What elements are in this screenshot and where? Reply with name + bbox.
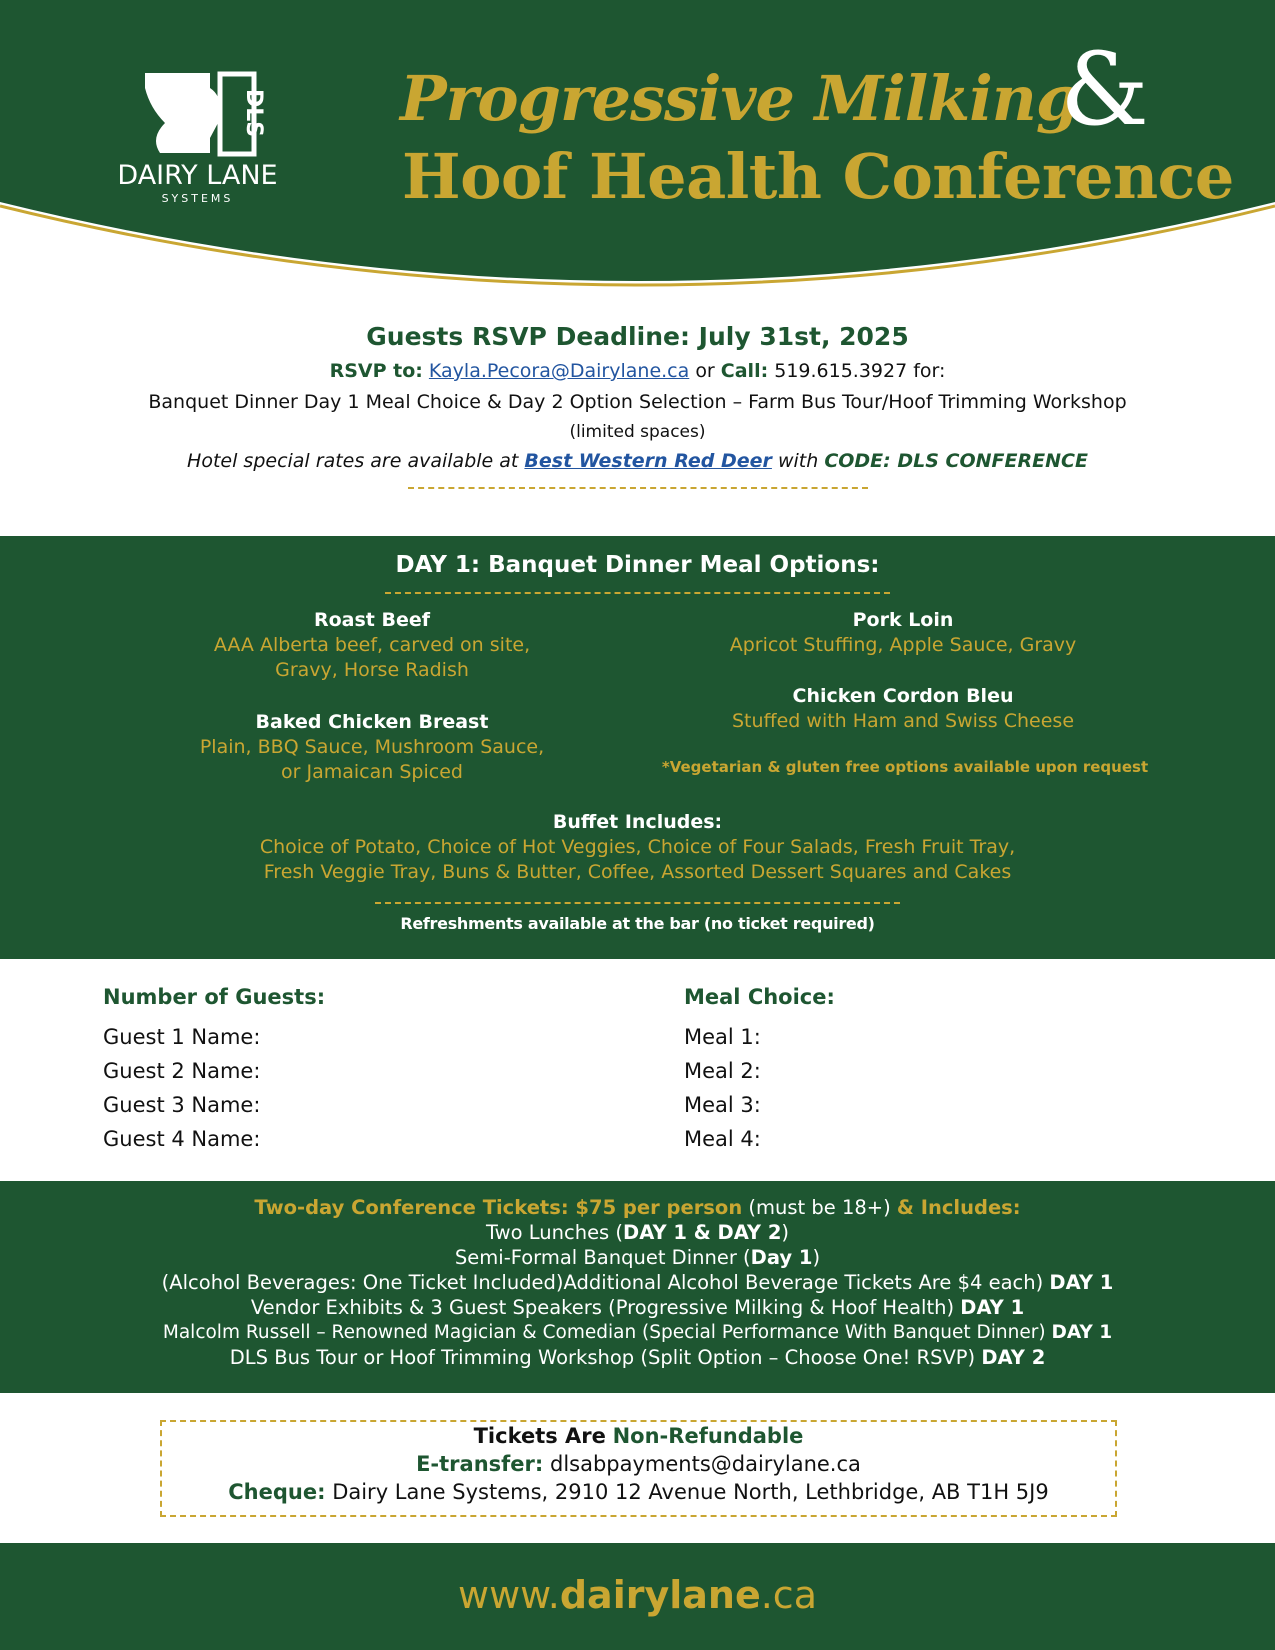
guest-name-field[interactable]: Guest 3 Name:: [103, 1093, 261, 1117]
meal-desc: AAA Alberta beef, carved on site,: [213, 634, 531, 656]
tickets-headline: [0, 1195, 1275, 1220]
ticket-item-day: DAY 1 & DAY 2: [623, 1221, 782, 1244]
guests-heading: Number of Guests:: [103, 985, 326, 1009]
ticket-item: [0, 1295, 1275, 1320]
ticket-item-day: DAY 2: [981, 1346, 1046, 1369]
meal-option-roast-beef: [112, 608, 632, 683]
meal-name: Baked Chicken Breast: [255, 711, 489, 733]
guest-name-field[interactable]: Guest 4 Name:: [103, 1127, 261, 1151]
ticket-item: [0, 1220, 1275, 1245]
day1-title-text: Banquet Dinner Meal Options:: [488, 552, 880, 578]
ticket-item-day: DAY 1: [1049, 1271, 1114, 1294]
ticket-item-day: DAY 1: [960, 1296, 1025, 1319]
ticket-item-day: Day 1: [750, 1246, 813, 1269]
meal-option-cordon-bleu: [643, 684, 1163, 734]
ticket-item-text: Malcolm Russell – Renowned Magician & Comedian (Special Performance With Banquet Dinner): [162, 1322, 1046, 1343]
meal-choice-field[interactable]: Meal 1:: [684, 1025, 761, 1049]
buffet-desc: Fresh Veggie Tray, Buns & Butter, Coffee, Assorted Dessert Squares and Cakes: [263, 861, 1012, 883]
ticket-item-text: DLS Bus Tour or Hoof Trimming Workshop (Split Option – Choose One! RSVP): [229, 1346, 976, 1369]
cow-head-icon: [90, 68, 305, 160]
day1-meal-section: [0, 536, 1275, 959]
tickets-includes: & Includes:: [896, 1196, 1021, 1219]
meal-name: Chicken Cordon Bleu: [792, 685, 1014, 707]
tickets-section: [0, 1181, 1275, 1393]
meal-desc: or Jamaican Spiced: [281, 761, 463, 783]
buffet-desc: Choice of Potato, Choice of Hot Veggies, Choice of Four Salads, Fresh Fruit Tray,: [259, 836, 1016, 858]
url-domain: dairylane: [559, 1573, 761, 1617]
meal-choice-field[interactable]: Meal 3:: [684, 1093, 761, 1117]
hotel-code: CODE: DLS CONFERENCE: [824, 450, 1088, 472]
ticket-item-day: DAY 1: [1051, 1322, 1113, 1343]
etransfer-line: [162, 1450, 1115, 1478]
rsvp-phone: 519.615.3927 for:: [774, 360, 946, 382]
title-line-1: Progressive Milking: [400, 62, 1079, 135]
meal-choice-field[interactable]: Meal 2:: [684, 1059, 761, 1083]
ticket-item: [0, 1320, 1275, 1345]
buffet-info: [0, 810, 1275, 885]
cheque-label: Cheque:: [228, 1480, 326, 1504]
meal-name: Pork Loin: [852, 609, 954, 631]
divider: [385, 592, 890, 594]
website-link[interactable]: [0, 1573, 1275, 1617]
non-refundable-label: Non-Refundable: [612, 1424, 804, 1448]
logo-subtitle: SYSTEMS: [161, 192, 234, 205]
logo-name: DAIRY LANE: [117, 160, 278, 191]
meal-choice-field[interactable]: Meal 4:: [684, 1127, 761, 1151]
url-prefix: www.: [458, 1573, 560, 1617]
refreshments-note: Refreshments available at the bar (no ticket required): [400, 914, 875, 933]
ticket-item: [0, 1245, 1275, 1270]
tickets-are-label: Tickets Are: [473, 1424, 606, 1448]
cheque-line: [162, 1478, 1115, 1506]
meal-heading: Meal Choice:: [684, 985, 835, 1009]
ticket-item-text: Vendor Exhibits & 3 Guest Speakers (Progressive Milking & Hoof Health): [250, 1296, 955, 1319]
meal-name: Roast Beef: [313, 609, 431, 631]
guest-form: [0, 985, 1275, 1155]
guest-column: [103, 985, 325, 1156]
rsvp-email-link[interactable]: Kayla.Pecora@Dairylane.ca: [428, 360, 690, 382]
payment-box: [160, 1420, 1117, 1517]
title-ampersand: &: [1060, 31, 1150, 148]
rsvp-purpose: Banquet Dinner Day 1 Meal Choice & Day 2 Option Selection – Farm Bus Tour/Hoof Trimming Workshop: [148, 391, 1127, 413]
ticket-item-tail: ): [781, 1221, 790, 1244]
or-text: or: [695, 360, 715, 382]
header-banner: [0, 0, 1275, 300]
meal-desc: Apricot Stuffing, Apple Sauce, Gravy: [729, 634, 1077, 656]
tickets-price: Two-day Conference Tickets: $75 per person: [254, 1196, 743, 1219]
meal-desc: Stuffed with Ham and Swiss Cheese: [731, 710, 1075, 732]
rsvp-to-label: RSVP to:: [329, 360, 423, 382]
meal-desc: Gravy, Horse Radish: [275, 659, 469, 681]
meal-option-pork-loin: [643, 608, 1163, 658]
rsvp-deadline: Guests RSVP Deadline: July 31st, 2025: [366, 322, 909, 351]
ticket-item-tail: ): [812, 1246, 821, 1269]
limited-spaces: (limited spaces): [569, 422, 706, 442]
ticket-item-text: (Alcohol Beverages: One Ticket Included)Additional Alcohol Beverage Tickets Are $4 each): [161, 1271, 1044, 1294]
url-suffix: .ca: [760, 1573, 817, 1617]
etransfer-label: E-transfer:: [416, 1452, 544, 1476]
divider: [375, 902, 900, 904]
day1-title: [0, 552, 1275, 578]
rsvp-contact-line: [0, 356, 1275, 387]
day1-label: DAY 1:: [395, 552, 481, 578]
ticket-item: [0, 1345, 1275, 1370]
hotel-link[interactable]: Best Western Red Deer: [524, 450, 772, 472]
ticket-item-text: Two Lunches (: [485, 1221, 624, 1244]
divider: [408, 487, 868, 489]
hotel-with: with: [777, 450, 819, 472]
ticket-item: [0, 1270, 1275, 1295]
ticket-item-text: Semi-Formal Banquet Dinner (: [454, 1246, 751, 1269]
tickets-age: (must be 18+): [748, 1196, 891, 1219]
footer: [0, 1543, 1275, 1650]
buffet-title: Buffet Includes:: [552, 811, 723, 833]
etransfer-email[interactable]: dlsabpayments@dairylane.ca: [549, 1452, 861, 1476]
hotel-line: [0, 446, 1275, 477]
svg-text:DLS: DLS: [241, 88, 266, 138]
meal-desc: Plain, BBQ Sauce, Mushroom Sauce,: [199, 736, 545, 758]
vegetarian-note: *Vegetarian & gluten free options available upon request: [661, 758, 1149, 776]
cheque-address: Dairy Lane Systems, 2910 12 Avenue North, Lethbridge, AB T1H 5J9: [332, 1480, 1049, 1504]
dairy-lane-logo: [90, 68, 305, 218]
title-line-2: Hoof Health Conference: [402, 140, 1234, 213]
call-label: Call:: [720, 360, 769, 382]
hotel-prefix: Hotel special rates are available at: [187, 450, 519, 472]
guest-name-field[interactable]: Guest 1 Name:: [103, 1025, 261, 1049]
rsvp-section: [0, 322, 1275, 489]
refund-policy: [162, 1422, 1115, 1450]
meal-column: [684, 985, 835, 1156]
meal-option-baked-chicken: [112, 710, 632, 785]
guest-name-field[interactable]: Guest 2 Name:: [103, 1059, 261, 1083]
